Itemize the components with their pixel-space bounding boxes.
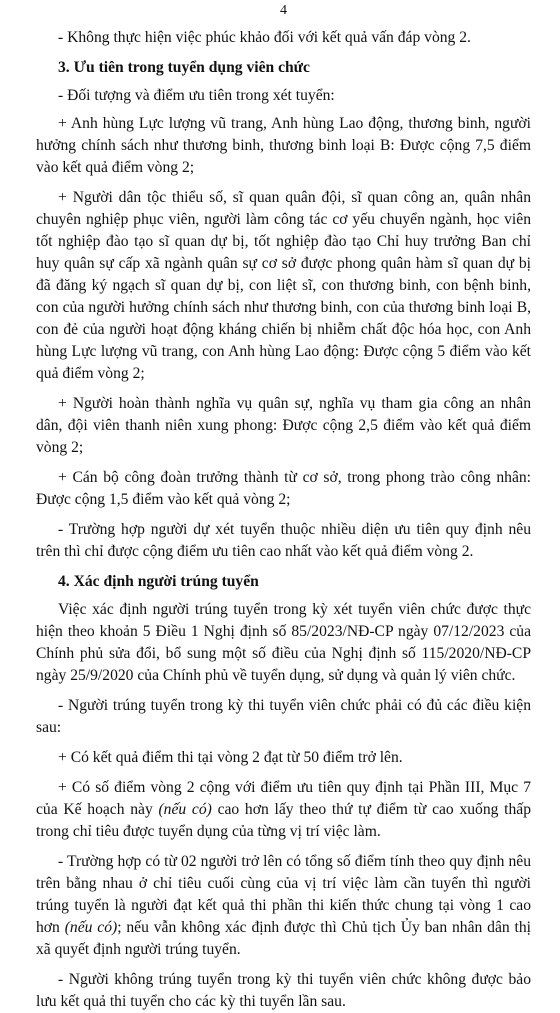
priority-item-multiple: - Trường hợp người dự xét tuyển thuộc nhiều diện ưu tiên quy định nêu trên thì chỉ được cộng điểm ưu tiên cao nhất vào kết quả điểm vòng 2.	[36, 521, 531, 560]
section-4-paragraph-tie-break	[36, 851, 531, 961]
text-run: cao hơn lấy theo thứ tự điểm từ cao xuống thấp trong chỉ tiêu được tuyển dụng của từng vị trí việc làm.	[36, 801, 532, 840]
section-4-paragraph-legal-basis: Việc xác định người trúng tuyển trong kỳ xét tuyển viên chức được thực hiện theo khoản 5 Điều 1 Nghị định số 85/2023/NĐ-CP ngày 07/12/2023 của Chính phủ sửa đổi, bổ sung một số điều của Nghị định số 115/2020/NĐ-CP ngày 25/9/2020 của Chính phủ về tuyển dụng, sử dụng và quản lý viên chức.	[36, 601, 531, 684]
paragraph-no-review: - Không thực hiện việc phúc khảo đối với kết quả vấn đáp vòng 2.	[58, 29, 471, 46]
text-run: ; nếu vẫn không xác định được thì Chủ tịch Ủy ban nhân dân thị xã quyết định người trúng tuyển.	[36, 919, 531, 958]
section-4-paragraph-ranking	[36, 777, 531, 843]
italic-note: (nếu có)	[158, 801, 212, 818]
text-run: + Có số điểm vòng 2 cộng với điểm ưu tiên quy định tại Phần III, Mục 7 của Kế hoạch này	[36, 779, 531, 818]
section-3-intro: - Đối tượng và điểm ưu tiên trong xét tuyển:	[58, 87, 335, 104]
section-4-paragraph-no-reserve: - Người không trúng tuyển trong kỳ thi tuyển viên chức không được bảo lưu kết quả thi tuyển cho các kỳ thi tuyển lần sau.	[36, 971, 531, 1010]
text-run: - Trường hợp có từ 02 người trở lên có tổng số điểm tính theo quy định nêu trên bằng nhau ở chỉ tiêu cuối cùng của vị trí việc làm cần tuyển thì người trúng tuyển là người đạt kết quả thi phần thi kiến thức chung tại vòng 1 cao hơn	[36, 853, 531, 936]
priority-item-union-official: + Cán bộ công đoàn trưởng thành từ cơ sở, trong phong trào công nhân: Được cộng 1,5 điểm vào kết quả vòng 2;	[36, 469, 531, 508]
priority-item-military-service: + Người hoàn thành nghĩa vụ quân sự, nghĩa vụ tham gia công an nhân dân, đội viên thanh niên xung phong: Được cộng 2,5 điểm vào kết quả điểm vòng 2;	[36, 395, 531, 456]
section-3-heading: 3. Ưu tiên trong tuyển dụng viên chức	[58, 59, 310, 76]
section-4-heading: 4. Xác định người trúng tuyển	[58, 573, 259, 590]
page-number: 4	[280, 3, 287, 18]
italic-note: (nếu có)	[64, 919, 118, 936]
section-4-paragraph-score-50: + Có kết quả điểm thi tại vòng 2 đạt từ 50 điểm trở lên.	[58, 749, 403, 766]
section-4-paragraph-conditions: - Người trúng tuyển trong kỳ thi tuyển viên chức phải có đủ các điều kiện sau:	[36, 697, 531, 736]
priority-item-ethnic-military: + Người dân tộc thiểu số, sĩ quan quân đội, sĩ quan công an, quân nhân chuyên nghiệp phục viên, người làm công tác cơ yếu chuyển ngành, học viên tốt nghiệp đào tạo sĩ quan dự bị, tốt nghiệp đào tạo Chỉ huy trưởng Ban chỉ huy quân sự cấp xã ngành quân sự cơ sở được phong quân hàm sĩ quan dự bị đã đăng ký ngạch sĩ quan dự bị, con liệt sĩ, con thương binh, con bệnh binh, con của người hưởng chính sách như thương binh, con của thương binh loại B, con đẻ của người hoạt động kháng chiến bị nhiễm chất độc hóa học, con Anh hùng Lực lượng vũ trang, con Anh hùng Lao động: Được cộng 5 điểm vào kết quả điểm vòng 2;	[36, 189, 531, 382]
priority-item-hero: + Anh hùng Lực lượng vũ trang, Anh hùng Lao động, thương binh, người hưởng chính sách như thương binh, thương binh loại B: Được cộng 7,5 điểm vào kết quả điểm vòng 2;	[36, 115, 531, 176]
